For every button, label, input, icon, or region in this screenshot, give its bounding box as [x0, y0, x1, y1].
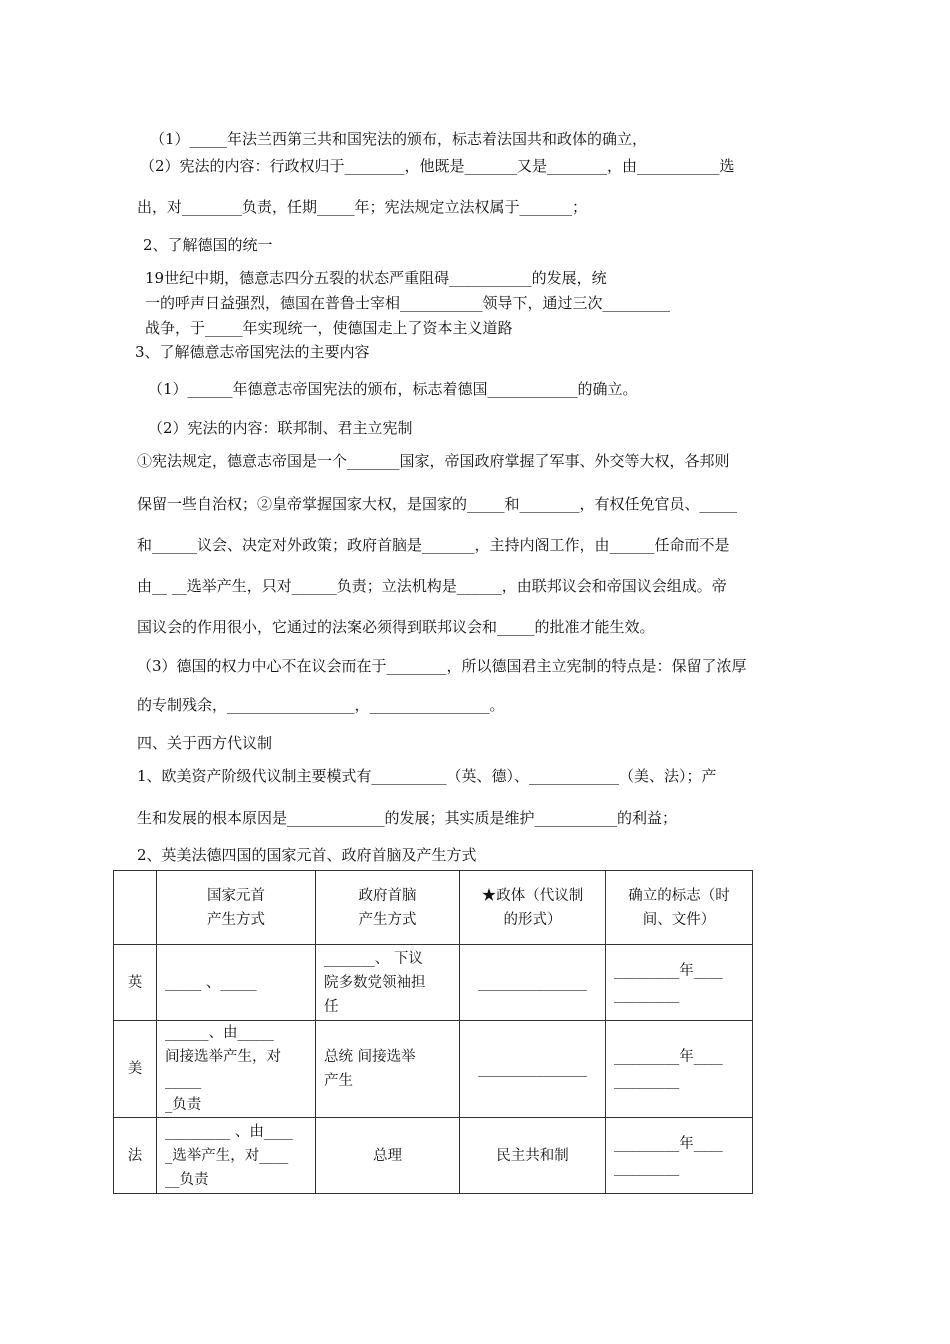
head-of-state-cell: _____ 、_____	[157, 945, 316, 1021]
text-line: 国议会的作用很小，它通过的法案必须得到联邦议会和_____的批准才能生效。	[137, 618, 655, 636]
text-line: 保留一些自治权；②皇帝掌握国家大权，是国家的_____和________，有权任免官员、_____	[137, 495, 738, 513]
text-line: （3）德国的权力中心不在议会而在于________，所以德国君主立宪制的特点是：保留了浓厚	[137, 657, 747, 675]
head-of-government-cell: _______、 下议 院多数党领袖担 任	[316, 945, 460, 1021]
table-row	[114, 1118, 753, 1194]
text-line: （1）_____年法兰西第三共和国宪法的颁布，标志着法国共和政体的确立，	[150, 130, 648, 148]
table-header-cell: 政府首脑 产生方式	[316, 871, 460, 945]
text-line: （2）宪法的内容：联邦制、君主立宪制	[148, 419, 413, 437]
table-row	[114, 1021, 753, 1118]
country-cell: 法	[114, 1118, 157, 1194]
text-line: 2、英美法德四国的国家元首、政府首脑及产生方式	[137, 846, 477, 864]
text-line: 出，对________负责，任期_____年；宪法规定立法权属于_______；	[137, 198, 588, 216]
text-line: 1、欧美资产阶级代议制主要模式有__________（英、德）、____________（美、法）；产	[137, 767, 717, 785]
table-row	[114, 945, 753, 1021]
text-line: （2）宪法的内容：行政权归于________，他既是_______又是________，由___________选	[140, 157, 735, 175]
head-of-government-cell: 总理	[316, 1118, 460, 1194]
text-line: 由__ __选举产生，只对______负责；立法机构是______，由联邦议会和帝国议会组成。帝	[137, 577, 727, 595]
text-line: 和______议会、决定对外政策；政府首脑是_______，主持内阁工作，由______任命而不是	[137, 536, 730, 554]
table-header-cell: 确立的标志（时 间、文件）	[606, 871, 753, 945]
text-line: 的专制残余，_________________，________________。	[137, 696, 505, 714]
country-cell: 美	[114, 1021, 157, 1118]
section-heading: 2、了解德国的统一	[143, 236, 273, 254]
table-header-cell: ★政体（代议制 的形式）	[460, 871, 606, 945]
text-line: 战争，于_____年实现统一，使德国走上了资本主义道路	[145, 319, 513, 337]
regime-cell: _______________	[460, 945, 606, 1021]
header-corner-cell	[114, 871, 157, 945]
comparison-table	[113, 870, 753, 1194]
establishment-mark-cell: _________年____ _________	[606, 1021, 753, 1118]
table-header-row	[114, 871, 753, 945]
section-heading: 3、了解德意志帝国宪法的主要内容	[135, 343, 370, 361]
head-of-government-cell: 总统 间接选举 产生	[316, 1021, 460, 1118]
head-of-state-cell: _________ 、由____ _选举产生，对____ __负责	[157, 1118, 316, 1194]
text-line: 19世纪中期，德意志四分五裂的状态严重阻碍___________的发展，统	[145, 269, 607, 287]
regime-cell: _______________	[460, 1021, 606, 1118]
country-cell: 英	[114, 945, 157, 1021]
table-header-cell: 国家元首 产生方式	[157, 871, 316, 945]
text-line: （1）______年德意志帝国宪法的颁布，标志着德国____________的确立。	[148, 380, 638, 398]
text-line: 一的呼声日益强烈，德国在普鲁士宰相___________领导下，通过三次_________	[145, 294, 671, 312]
regime-cell: 民主共和制	[460, 1118, 606, 1194]
text-line: 生和发展的根本原因是_____________的发展；其实质是维护___________的利益；	[137, 809, 678, 827]
establishment-mark-cell: _________年____ _________	[606, 1118, 753, 1194]
head-of-state-cell: ______、由_____ 间接选举产生，对_____ _负责	[157, 1021, 316, 1118]
section-heading: 四、关于西方代议制	[137, 734, 273, 752]
establishment-mark-cell: _________年____ _________	[606, 945, 753, 1021]
text-line: ①宪法规定，德意志帝国是一个_______国家，帝国政府掌握了军事、外交等大权，各邦则	[137, 452, 730, 470]
